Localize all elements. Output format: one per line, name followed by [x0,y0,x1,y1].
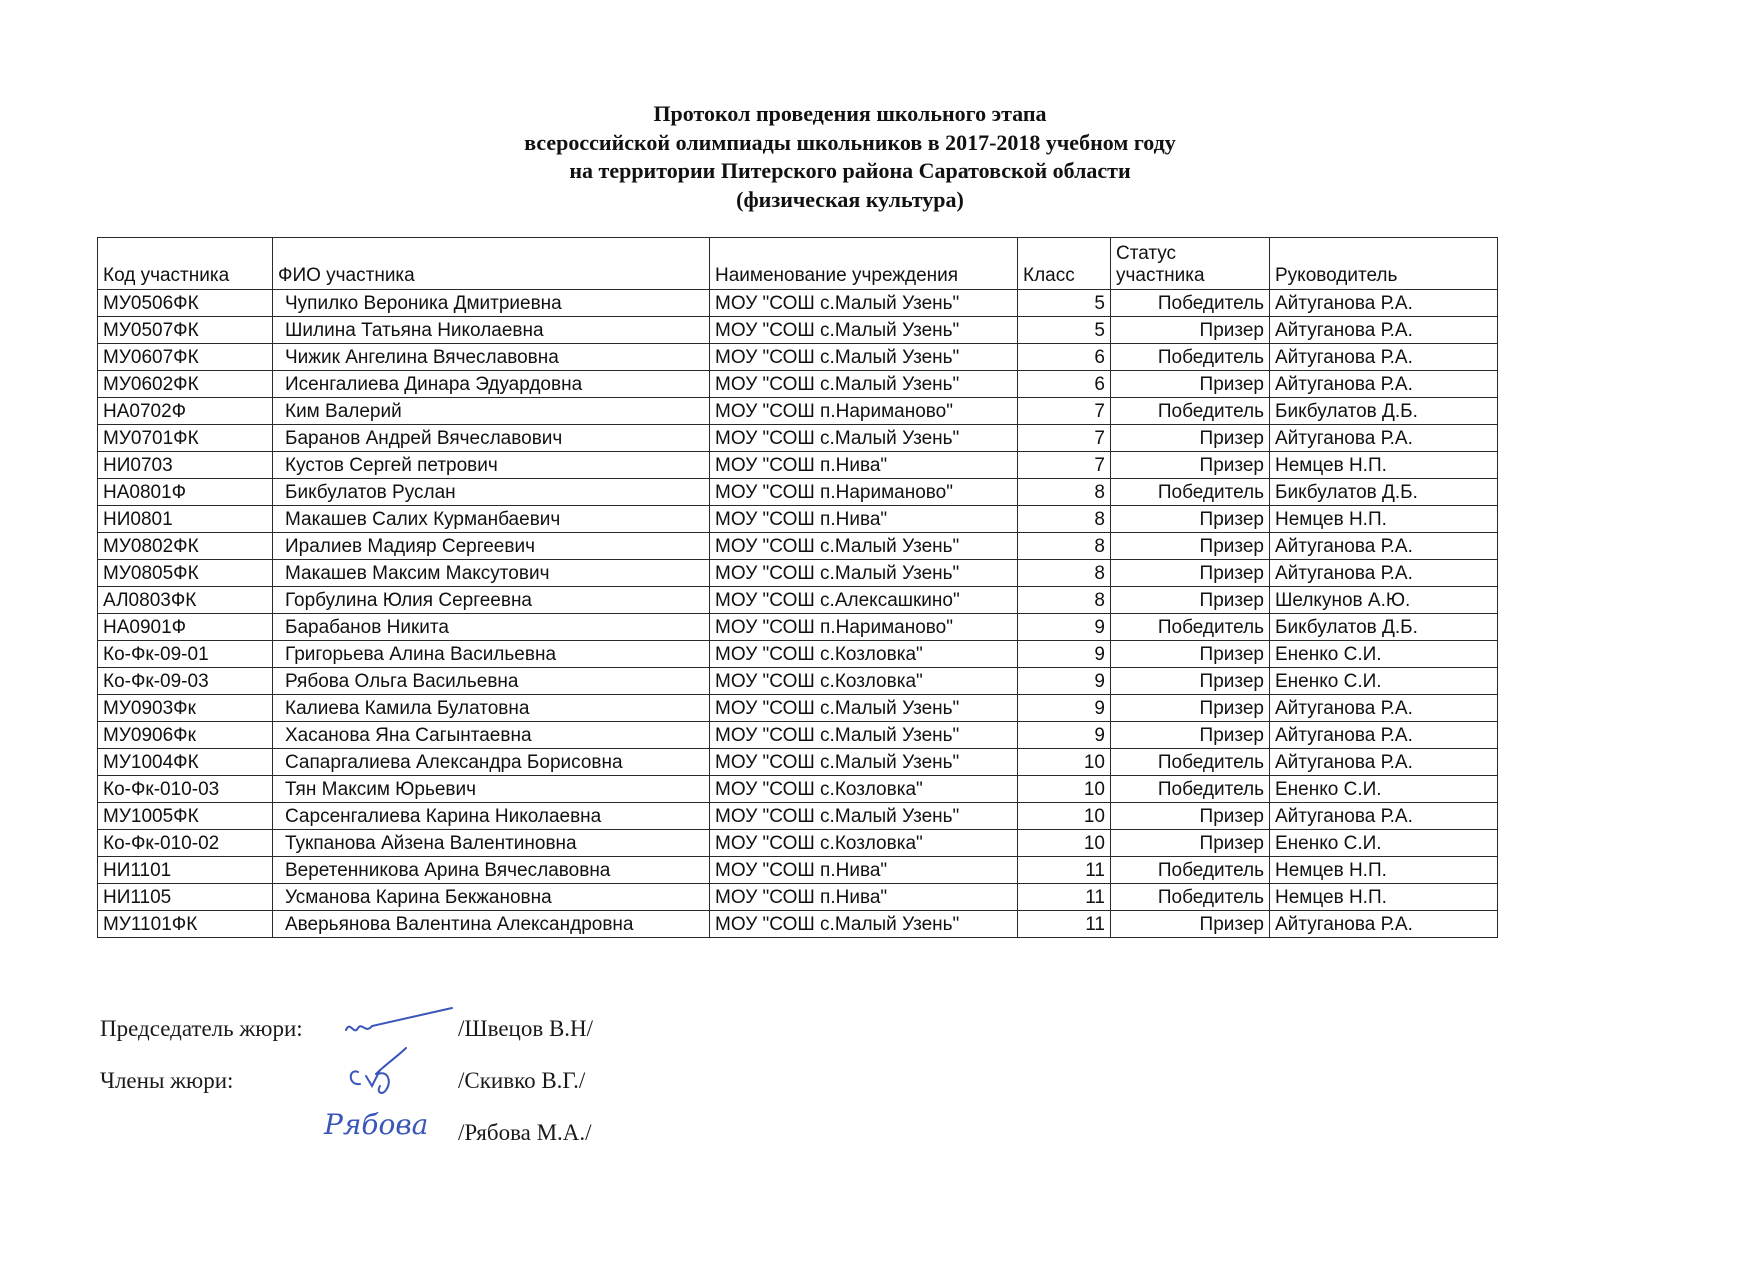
cell-school: МОУ "СОШ с.Малый Узень" [710,425,1018,452]
cell-name: Веретенникова Арина Вячеславовна [273,857,710,884]
table-row [98,614,1498,641]
cell-class: 11 [1018,884,1111,911]
cell-supervisor: Айтуганова Р.А. [1270,317,1498,344]
cell-code: МУ0906Фк [98,722,273,749]
cell-class: 10 [1018,830,1111,857]
cell-name: Горбулина Юлия Сергеевна [273,587,710,614]
cell-supervisor: Айтуганова Р.А. [1270,722,1498,749]
cell-supervisor: Айтуганова Р.А. [1270,803,1498,830]
chair-label: Председатель жюри: [100,1016,303,1041]
cell-school: МОУ "СОШ с.Малый Узень" [710,722,1018,749]
cell-status: Победитель [1111,749,1270,776]
cell-class: 7 [1018,398,1111,425]
cell-code: НА0702Ф [98,398,273,425]
cell-supervisor: Бикбулатов Д.Б. [1270,479,1498,506]
table-row [98,290,1498,317]
cell-supervisor: Бикбулатов Д.Б. [1270,614,1498,641]
cell-status: Призер [1111,560,1270,587]
cell-code: Ко-Фк-010-03 [98,776,273,803]
table-row [98,749,1498,776]
cell-name: Аверьянова Валентина Александровна [273,911,710,938]
cell-class: 11 [1018,911,1111,938]
cell-supervisor: Ененко С.И. [1270,830,1498,857]
cell-name: Барабанов Никита [273,614,710,641]
cell-school: МОУ "СОШ с.Малый Узень" [710,344,1018,371]
cell-code: МУ0802ФК [98,533,273,560]
cell-class: 8 [1018,479,1111,506]
cell-status: Призер [1111,371,1270,398]
cell-status: Победитель [1111,776,1270,803]
cell-class: 5 [1018,317,1111,344]
cell-status: Призер [1111,533,1270,560]
cell-code: АЛ0803ФК [98,587,273,614]
cell-status: Призер [1111,911,1270,938]
cell-name: Калиева Камила Булатовна [273,695,710,722]
cell-name: Шилина Татьяна Николаевна [273,317,710,344]
cell-name: Тян Максим Юрьевич [273,776,710,803]
table-row [98,587,1498,614]
table-row [98,344,1498,371]
cell-class: 7 [1018,425,1111,452]
cell-supervisor: Немцев Н.П. [1270,884,1498,911]
cell-school: МОУ "СОШ п.Нариманово" [710,614,1018,641]
table-row [98,533,1498,560]
cell-class: 5 [1018,290,1111,317]
cell-name: Усманова Карина Бекжановна [273,884,710,911]
table-row [98,425,1498,452]
cell-code: МУ0607ФК [98,344,273,371]
cell-class: 9 [1018,614,1111,641]
cell-name: Макашев Салих Курманбаевич [273,506,710,533]
signature-line-member2 [100,1108,900,1154]
cell-supervisor: Айтуганова Р.А. [1270,911,1498,938]
cell-supervisor: Айтуганова Р.А. [1270,344,1498,371]
document-title [380,100,1320,214]
cell-code: НА0901Ф [98,614,273,641]
table-body [98,290,1498,938]
cell-name: Ким Валерий [273,398,710,425]
cell-supervisor: Ененко С.И. [1270,776,1498,803]
results-table [97,237,1498,938]
cell-class: 8 [1018,506,1111,533]
cell-school: МОУ "СОШ п.Нива" [710,452,1018,479]
cell-status: Призер [1111,695,1270,722]
cell-supervisor: Немцев Н.П. [1270,506,1498,533]
cell-status: Призер [1111,452,1270,479]
cell-school: МОУ "СОШ с.Малый Узень" [710,911,1018,938]
signature-line-chair [100,1010,900,1050]
signature-line-member1 [100,1062,900,1102]
cell-status: Призер [1111,830,1270,857]
cell-class: 9 [1018,722,1111,749]
title-line-3: на территории Питерского района Саратовской области [569,158,1131,183]
cell-name: Кустов Сергей петрович [273,452,710,479]
cell-code: Ко-Фк-09-01 [98,641,273,668]
cell-class: 9 [1018,695,1111,722]
cell-status: Призер [1111,506,1270,533]
member2-name: /Рябова М.А./ [458,1120,592,1145]
table-row [98,776,1498,803]
cell-supervisor: Айтуганова Р.А. [1270,371,1498,398]
table-row [98,560,1498,587]
cell-name: Григорьева Алина Васильевна [273,641,710,668]
cell-name: Исенгалиева Динара Эдуардовна [273,371,710,398]
cell-name: Чупилко Вероника Дмитриевна [273,290,710,317]
header-supervisor: Руководитель [1270,238,1498,290]
cell-school: МОУ "СОШ с.Малый Узень" [710,371,1018,398]
cell-school: МОУ "СОШ п.Нива" [710,857,1018,884]
cell-code: МУ0701ФК [98,425,273,452]
cell-status: Призер [1111,587,1270,614]
cell-class: 10 [1018,803,1111,830]
cell-class: 8 [1018,533,1111,560]
cell-class: 6 [1018,371,1111,398]
cell-class: 10 [1018,749,1111,776]
table-header-row [98,238,1498,290]
cell-name: Макашев Максим Максутович [273,560,710,587]
header-status [1111,238,1270,290]
cell-school: МОУ "СОШ с.Козловка" [710,830,1018,857]
cell-status: Победитель [1111,398,1270,425]
cell-code: МУ0602ФК [98,371,273,398]
cell-name: Сарсенгалиева Карина Николаевна [273,803,710,830]
table-row [98,668,1498,695]
cell-school: МОУ "СОШ п.Нариманово" [710,479,1018,506]
cell-supervisor: Бикбулатов Д.Б. [1270,398,1498,425]
cell-status: Победитель [1111,479,1270,506]
table-row [98,479,1498,506]
header-status-line1: Статус [1116,243,1177,264]
cell-name: Хасанова Яна Сагынтаевна [273,722,710,749]
cell-class: 10 [1018,776,1111,803]
cell-school: МОУ "СОШ с.Козловка" [710,776,1018,803]
cell-status: Победитель [1111,857,1270,884]
cell-status: Призер [1111,425,1270,452]
cell-school: МОУ "СОШ с.Малый Узень" [710,560,1018,587]
cell-school: МОУ "СОШ п.Нива" [710,884,1018,911]
cell-code: МУ1004ФК [98,749,273,776]
cell-code: МУ0506ФК [98,290,273,317]
chair-signature-mark [340,1004,460,1044]
member1-name: /Скивко В.Г./ [458,1068,586,1093]
header-name: ФИО участника [273,238,710,290]
header-status-line2: участника [1116,265,1205,286]
table-row [98,641,1498,668]
cell-code: МУ1101ФК [98,911,273,938]
cell-class: 9 [1018,668,1111,695]
table-row [98,830,1498,857]
cell-class: 11 [1018,857,1111,884]
title-line-4: (физическая культура) [736,186,964,212]
cell-supervisor: Немцев Н.П. [1270,452,1498,479]
table-row [98,911,1498,938]
cell-status: Победитель [1111,344,1270,371]
cell-school: МОУ "СОШ с.Малый Узень" [710,749,1018,776]
signatures-block [100,1010,900,1180]
cell-code: МУ0805ФК [98,560,273,587]
cell-name: Тукпанова Айзена Валентиновна [273,830,710,857]
cell-school: МОУ "СОШ с.Малый Узень" [710,533,1018,560]
cell-school: МОУ "СОШ п.Нива" [710,506,1018,533]
cell-name: Сапаргалиева Александра Борисовна [273,749,710,776]
table-row [98,722,1498,749]
cell-school: МОУ "СОШ с.Козловка" [710,668,1018,695]
cell-school: МОУ "СОШ п.Нариманово" [710,398,1018,425]
cell-supervisor: Айтуганова Р.А. [1270,290,1498,317]
cell-code: НИ0703 [98,452,273,479]
cell-supervisor: Айтуганова Р.А. [1270,749,1498,776]
cell-supervisor: Ененко С.И. [1270,641,1498,668]
cell-school: МОУ "СОШ с.Малый Узень" [710,803,1018,830]
cell-school: МОУ "СОШ с.Малый Узень" [710,317,1018,344]
cell-supervisor: Немцев Н.П. [1270,857,1498,884]
table-row [98,803,1498,830]
cell-name: Иралиев Мадияр Сергеевич [273,533,710,560]
table-row [98,452,1498,479]
title-line-1: Протокол проведения школьного этапа [653,101,1047,126]
cell-code: МУ0507ФК [98,317,273,344]
cell-code: НИ1105 [98,884,273,911]
members-label: Члены жюри: [100,1068,234,1093]
cell-status: Призер [1111,641,1270,668]
cell-status: Победитель [1111,614,1270,641]
cell-name: Рябова Ольга Васильевна [273,668,710,695]
cell-code: НИ1101 [98,857,273,884]
cell-status: Призер [1111,803,1270,830]
cell-code: МУ1005ФК [98,803,273,830]
cell-status: Победитель [1111,884,1270,911]
cell-class: 8 [1018,560,1111,587]
cell-supervisor: Айтуганова Р.А. [1270,533,1498,560]
table-row [98,371,1498,398]
cell-status: Призер [1111,668,1270,695]
cell-class: 8 [1018,587,1111,614]
cell-supervisor: Шелкунов А.Ю. [1270,587,1498,614]
cell-code: МУ0903Фк [98,695,273,722]
table-row [98,317,1498,344]
header-class: Класс [1018,238,1111,290]
cell-status: Призер [1111,317,1270,344]
cell-class: 6 [1018,344,1111,371]
cell-class: 7 [1018,452,1111,479]
cell-supervisor: Айтуганова Р.А. [1270,425,1498,452]
cell-code: НА0801Ф [98,479,273,506]
cell-name: Чижик Ангелина Вячеславовна [273,344,710,371]
header-code: Код участника [98,238,273,290]
table-row [98,857,1498,884]
table-row [98,506,1498,533]
cell-status: Победитель [1111,290,1270,317]
cell-school: МОУ "СОШ с.Козловка" [710,641,1018,668]
cell-code: Ко-Фк-09-03 [98,668,273,695]
member2-signature-mark [322,1100,442,1148]
cell-supervisor: Айтуганова Р.А. [1270,560,1498,587]
member2-handwritten-text: Рябова [324,1108,429,1141]
table-row [98,695,1498,722]
cell-supervisor: Ененко С.И. [1270,668,1498,695]
table-row [98,398,1498,425]
cell-school: МОУ "СОШ с.Алексашкино" [710,587,1018,614]
cell-status: Призер [1111,722,1270,749]
cell-code: НИ0801 [98,506,273,533]
cell-supervisor: Айтуганова Р.А. [1270,695,1498,722]
cell-school: МОУ "СОШ с.Малый Узень" [710,695,1018,722]
cell-class: 9 [1018,641,1111,668]
chair-name: /Швецов В.Н/ [458,1016,594,1041]
cell-name: Баранов Андрей Вячеславович [273,425,710,452]
table-row [98,884,1498,911]
header-school: Наименование учреждения [710,238,1018,290]
member1-signature-mark [336,1042,426,1100]
cell-school: МОУ "СОШ с.Малый Узень" [710,290,1018,317]
cell-name: Бикбулатов Руслан [273,479,710,506]
cell-code: Ко-Фк-010-02 [98,830,273,857]
title-line-2: всероссийской олимпиады школьников в 2017-2018 учебном году [524,129,1176,155]
